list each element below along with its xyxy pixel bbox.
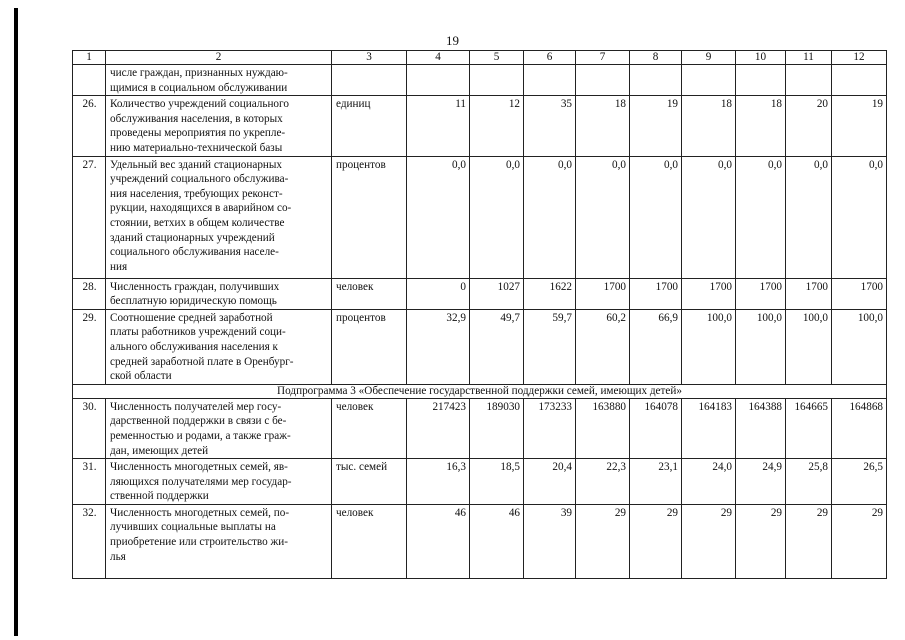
value-cell: 19 bbox=[832, 96, 887, 156]
indicator-name bbox=[106, 504, 332, 578]
section-title: Подпрограмма 3 «Обеспечение государственной поддержки семей, имеющих детей» bbox=[73, 384, 887, 398]
value-cell bbox=[736, 65, 786, 96]
row-number: 29. bbox=[73, 309, 106, 384]
value-cell: 100,0 bbox=[786, 309, 832, 384]
value-cell: 22,3 bbox=[576, 459, 630, 505]
indicator-name bbox=[106, 65, 332, 96]
value-cell bbox=[682, 65, 736, 96]
value-cell: 189030 bbox=[470, 398, 524, 458]
value-cell: 20 bbox=[786, 96, 832, 156]
row-number: 26. bbox=[73, 96, 106, 156]
indicator-name-line: щимися в социальном обслуживании bbox=[110, 81, 288, 94]
indicator-name bbox=[106, 398, 332, 458]
indicator-name bbox=[106, 459, 332, 505]
indicator-name-line: дарственной поддержки в связи с бе- bbox=[110, 415, 287, 428]
value-cell: 100,0 bbox=[736, 309, 786, 384]
value-cell: 29 bbox=[630, 504, 682, 578]
unit-of-measure: процентов bbox=[332, 309, 407, 384]
row-number: 30. bbox=[73, 398, 106, 458]
value-cell: 0,0 bbox=[576, 156, 630, 278]
indicator-name-line: платы работников учреждений соци- bbox=[110, 326, 286, 339]
value-cell bbox=[524, 65, 576, 96]
value-cell: 0,0 bbox=[407, 156, 470, 278]
value-cell: 18 bbox=[576, 96, 630, 156]
value-cell: 49,7 bbox=[470, 309, 524, 384]
value-cell: 16,3 bbox=[407, 459, 470, 505]
value-cell: 29 bbox=[736, 504, 786, 578]
value-cell: 29 bbox=[682, 504, 736, 578]
column-header: 4 bbox=[407, 51, 470, 65]
indicator-name-line: Соотношение средней заработной bbox=[110, 311, 273, 324]
column-header: 2 bbox=[106, 51, 332, 65]
column-header: 12 bbox=[832, 51, 887, 65]
column-header: 6 bbox=[524, 51, 576, 65]
value-cell: 60,2 bbox=[576, 309, 630, 384]
value-cell: 164388 bbox=[736, 398, 786, 458]
value-cell: 23,1 bbox=[630, 459, 682, 505]
table-row bbox=[73, 309, 887, 384]
table-row bbox=[73, 278, 887, 309]
column-header: 11 bbox=[786, 51, 832, 65]
column-header: 10 bbox=[736, 51, 786, 65]
indicator-name bbox=[106, 96, 332, 156]
indicator-name-line: учреждений социального обслужива- bbox=[110, 173, 289, 186]
table-row bbox=[73, 459, 887, 505]
indicator-name-line: средней заработной плате в Оренбург- bbox=[110, 355, 294, 368]
indicator-name-line: Численность многодетных семей, по- bbox=[110, 506, 290, 519]
value-cell: 66,9 bbox=[630, 309, 682, 384]
indicator-name-line: Численность многодетных семей, яв- bbox=[110, 461, 288, 474]
column-header: 1 bbox=[73, 51, 106, 65]
indicator-name-line: ственной поддержки bbox=[110, 490, 209, 503]
value-cell: 18 bbox=[736, 96, 786, 156]
column-header-row bbox=[73, 51, 887, 65]
value-cell: 0,0 bbox=[682, 156, 736, 278]
value-cell: 1700 bbox=[630, 278, 682, 309]
unit-of-measure: единиц bbox=[332, 96, 407, 156]
indicator-name-line: ального обслуживания населения к bbox=[110, 340, 278, 353]
column-header: 7 bbox=[576, 51, 630, 65]
indicator-name-line: социального обслуживания населе- bbox=[110, 246, 279, 259]
row-number: 32. bbox=[73, 504, 106, 578]
value-cell: 1622 bbox=[524, 278, 576, 309]
indicator-name-line: обслуживания населения, в которых bbox=[110, 112, 283, 125]
value-cell: 1700 bbox=[832, 278, 887, 309]
column-header: 9 bbox=[682, 51, 736, 65]
value-cell: 18 bbox=[682, 96, 736, 156]
value-cell: 24,0 bbox=[682, 459, 736, 505]
value-cell: 39 bbox=[524, 504, 576, 578]
value-cell: 100,0 bbox=[682, 309, 736, 384]
value-cell: 1700 bbox=[682, 278, 736, 309]
value-cell: 24,9 bbox=[736, 459, 786, 505]
value-cell: 59,7 bbox=[524, 309, 576, 384]
indicator-name-line: стоянии, ветхих в общем количестве bbox=[110, 216, 285, 229]
value-cell: 0 bbox=[407, 278, 470, 309]
indicator-name-line: ния населения, требующих реконст- bbox=[110, 187, 283, 200]
section-row bbox=[73, 384, 887, 398]
table-row bbox=[73, 156, 887, 278]
binding-line bbox=[14, 8, 18, 636]
unit-of-measure: тыс. семей bbox=[332, 459, 407, 505]
column-header: 3 bbox=[332, 51, 407, 65]
indicator-name-line: бесплатную юридическую помощь bbox=[110, 295, 277, 308]
value-cell: 1700 bbox=[736, 278, 786, 309]
table-row bbox=[73, 398, 887, 458]
unit-of-measure bbox=[332, 65, 407, 96]
unit-of-measure: человек bbox=[332, 278, 407, 309]
value-cell: 46 bbox=[407, 504, 470, 578]
indicator-name-line: ния bbox=[110, 260, 128, 273]
indicator-name-line: ременностью и родами, а также граж- bbox=[110, 429, 291, 442]
indicator-name bbox=[106, 156, 332, 278]
indicator-name-line: Количество учреждений социального bbox=[110, 98, 289, 111]
value-cell: 11 bbox=[407, 96, 470, 156]
value-cell: 25,8 bbox=[786, 459, 832, 505]
value-cell: 164665 bbox=[786, 398, 832, 458]
row-number: 28. bbox=[73, 278, 106, 309]
value-cell: 1027 bbox=[470, 278, 524, 309]
indicator-name-line: ской области bbox=[110, 370, 172, 383]
value-cell: 18,5 bbox=[470, 459, 524, 505]
value-cell bbox=[786, 65, 832, 96]
column-header: 5 bbox=[470, 51, 524, 65]
value-cell: 29 bbox=[832, 504, 887, 578]
indicator-name-line: зданий стационарных учреждений bbox=[110, 231, 275, 244]
value-cell: 164183 bbox=[682, 398, 736, 458]
indicator-name-line: нию материально-технической базы bbox=[110, 141, 283, 154]
indicator-name bbox=[106, 309, 332, 384]
value-cell: 0,0 bbox=[832, 156, 887, 278]
indicator-name-line: лья bbox=[110, 550, 126, 563]
indicator-name-line: проведены мероприятия по укрепле- bbox=[110, 127, 286, 140]
table-row bbox=[73, 96, 887, 156]
value-cell: 173233 bbox=[524, 398, 576, 458]
table-row bbox=[73, 65, 887, 96]
table-row bbox=[73, 504, 887, 578]
value-cell: 26,5 bbox=[832, 459, 887, 505]
table-body bbox=[73, 51, 887, 579]
value-cell: 29 bbox=[786, 504, 832, 578]
value-cell: 1700 bbox=[786, 278, 832, 309]
value-cell: 29 bbox=[576, 504, 630, 578]
unit-of-measure: процентов bbox=[332, 156, 407, 278]
value-cell bbox=[407, 65, 470, 96]
value-cell bbox=[832, 65, 887, 96]
unit-of-measure: человек bbox=[332, 398, 407, 458]
indicator-name-line: Численность граждан, получивших bbox=[110, 280, 280, 293]
indicator-name bbox=[106, 278, 332, 309]
indicator-name-line: числе граждан, признанных нуждаю- bbox=[110, 67, 288, 79]
column-header: 8 bbox=[630, 51, 682, 65]
value-cell: 163880 bbox=[576, 398, 630, 458]
value-cell bbox=[470, 65, 524, 96]
value-cell: 0,0 bbox=[786, 156, 832, 278]
indicator-name-line: ляющихся получателями мер государ- bbox=[110, 475, 292, 488]
value-cell: 164078 bbox=[630, 398, 682, 458]
value-cell: 19 bbox=[630, 96, 682, 156]
indicator-name-line: Удельный вес зданий стационарных bbox=[110, 158, 283, 171]
value-cell: 1700 bbox=[576, 278, 630, 309]
indicator-name-line: лучивших социальные выплаты на bbox=[110, 521, 276, 534]
row-number: 27. bbox=[73, 156, 106, 278]
value-cell: 20,4 bbox=[524, 459, 576, 505]
value-cell: 0,0 bbox=[630, 156, 682, 278]
value-cell bbox=[630, 65, 682, 96]
value-cell bbox=[576, 65, 630, 96]
row-number: 31. bbox=[73, 459, 106, 505]
indicator-name-line: Численность получателей мер госу- bbox=[110, 400, 282, 413]
indicator-name-line: рукции, находящихся в аварийном со- bbox=[110, 202, 292, 215]
value-cell: 35 bbox=[524, 96, 576, 156]
page-number: 19 bbox=[446, 33, 459, 48]
value-cell: 12 bbox=[470, 96, 524, 156]
value-cell: 100,0 bbox=[832, 309, 887, 384]
value-cell: 46 bbox=[470, 504, 524, 578]
value-cell: 0,0 bbox=[524, 156, 576, 278]
value-cell: 0,0 bbox=[470, 156, 524, 278]
unit-of-measure: человек bbox=[332, 504, 407, 578]
value-cell: 217423 bbox=[407, 398, 470, 458]
row-number bbox=[73, 65, 106, 96]
indicator-name-line: приобретение или строительство жи- bbox=[110, 536, 288, 549]
value-cell: 164868 bbox=[832, 398, 887, 458]
value-cell: 32,9 bbox=[407, 309, 470, 384]
indicator-table bbox=[72, 50, 887, 579]
indicator-name-line: дан, имеющих детей bbox=[110, 444, 209, 457]
value-cell: 0,0 bbox=[736, 156, 786, 278]
